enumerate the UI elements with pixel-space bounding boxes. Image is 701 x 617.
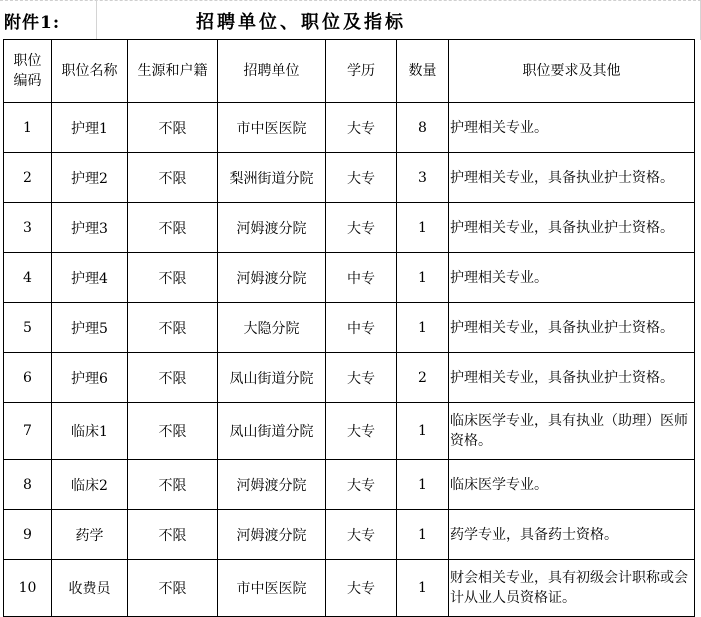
cell-code: 7 [4, 403, 52, 460]
column-header-unit: 招聘单位 [218, 40, 326, 103]
cell-unit: 河姆渡分院 [218, 460, 326, 510]
table-row [4, 510, 695, 560]
cell-count: 8 [397, 103, 449, 153]
attachment-label: 附件1: [4, 13, 61, 33]
cell-origin: 不限 [128, 153, 218, 203]
document-title: 招聘单位、职位及指标 [196, 12, 406, 33]
positions-table [3, 39, 695, 617]
column-header-code-line2: 编码 [13, 73, 42, 89]
cell-requirements: 护理相关专业。 [449, 103, 695, 153]
cell-code: 5 [4, 303, 52, 353]
column-header-position: 职位名称 [52, 40, 128, 103]
cell-origin: 不限 [128, 303, 218, 353]
table-row [4, 153, 695, 203]
cell-education: 大专 [326, 560, 397, 617]
header-row [0, 0, 701, 39]
cell-code: 8 [4, 460, 52, 510]
cell-position: 护理5 [52, 303, 128, 353]
cell-origin: 不限 [128, 203, 218, 253]
cell-requirements: 护理相关专业，具备执业护士资格。 [449, 153, 695, 203]
table-row [4, 560, 695, 617]
cell-count: 3 [397, 153, 449, 203]
table-row [4, 353, 695, 403]
cell-code: 2 [4, 153, 52, 203]
table-header-row [4, 40, 695, 103]
cell-origin: 不限 [128, 403, 218, 460]
cell-unit: 市中医医院 [218, 560, 326, 617]
table-row [4, 253, 695, 303]
table-row [4, 403, 695, 460]
column-header-code [4, 40, 52, 103]
column-header-code-line1: 职位 [13, 53, 42, 69]
table-row [4, 460, 695, 510]
cell-education: 大专 [326, 510, 397, 560]
cell-education: 大专 [326, 103, 397, 153]
cell-position: 护理1 [52, 103, 128, 153]
cell-requirements: 财会相关专业，具有初级会计职称或会计从业人员资格证。 [449, 560, 695, 617]
cell-requirements: 护理相关专业，具备执业护士资格。 [449, 203, 695, 253]
cell-unit: 河姆渡分院 [218, 510, 326, 560]
cell-count: 1 [397, 203, 449, 253]
cell-origin: 不限 [128, 253, 218, 303]
cell-position: 护理2 [52, 153, 128, 203]
cell-code: 1 [4, 103, 52, 153]
cell-code: 10 [4, 560, 52, 617]
cell-position: 护理3 [52, 203, 128, 253]
cell-requirements: 临床医学专业，具有执业（助理）医师资格。 [449, 403, 695, 460]
cell-requirements: 护理相关专业，具备执业护士资格。 [449, 303, 695, 353]
cell-origin: 不限 [128, 460, 218, 510]
cell-education: 大专 [326, 403, 397, 460]
cell-count: 2 [397, 353, 449, 403]
table-row [4, 303, 695, 353]
cell-count: 1 [397, 303, 449, 353]
cell-unit: 梨洲街道分院 [218, 153, 326, 203]
cell-count: 1 [397, 403, 449, 460]
cell-unit: 凤山街道分院 [218, 353, 326, 403]
cell-origin: 不限 [128, 510, 218, 560]
column-header-count: 数量 [397, 40, 449, 103]
cell-requirements: 护理相关专业。 [449, 253, 695, 303]
cell-position: 临床2 [52, 460, 128, 510]
cell-unit: 大隐分院 [218, 303, 326, 353]
table-row [4, 103, 695, 153]
cell-origin: 不限 [128, 103, 218, 153]
cell-position: 护理6 [52, 353, 128, 403]
cell-education: 中专 [326, 253, 397, 303]
cell-count: 1 [397, 253, 449, 303]
cell-count: 1 [397, 510, 449, 560]
cell-code: 9 [4, 510, 52, 560]
cell-count: 1 [397, 460, 449, 510]
cell-origin: 不限 [128, 560, 218, 617]
cell-requirements: 临床医学专业。 [449, 460, 695, 510]
cell-position: 临床1 [52, 403, 128, 460]
table-row [4, 203, 695, 253]
cell-unit: 河姆渡分院 [218, 203, 326, 253]
cell-origin: 不限 [128, 353, 218, 403]
cell-education: 大专 [326, 153, 397, 203]
column-header-requirements: 职位要求及其他 [449, 40, 695, 103]
cell-unit: 市中医医院 [218, 103, 326, 153]
cell-education: 中专 [326, 303, 397, 353]
cell-unit: 河姆渡分院 [218, 253, 326, 303]
column-header-origin: 生源和户籍 [128, 40, 218, 103]
cell-education: 大专 [326, 460, 397, 510]
cell-code: 4 [4, 253, 52, 303]
cell-position: 药学 [52, 510, 128, 560]
cell-position: 护理4 [52, 253, 128, 303]
cell-position: 收费员 [52, 560, 128, 617]
cell-code: 6 [4, 353, 52, 403]
cell-education: 大专 [326, 203, 397, 253]
cell-requirements: 药学专业，具备药士资格。 [449, 510, 695, 560]
cell-code: 3 [4, 203, 52, 253]
cell-education: 大专 [326, 353, 397, 403]
cell-requirements: 护理相关专业，具备执业护士资格。 [449, 353, 695, 403]
cell-count: 1 [397, 560, 449, 617]
cell-unit: 凤山街道分院 [218, 403, 326, 460]
column-header-education: 学历 [326, 40, 397, 103]
